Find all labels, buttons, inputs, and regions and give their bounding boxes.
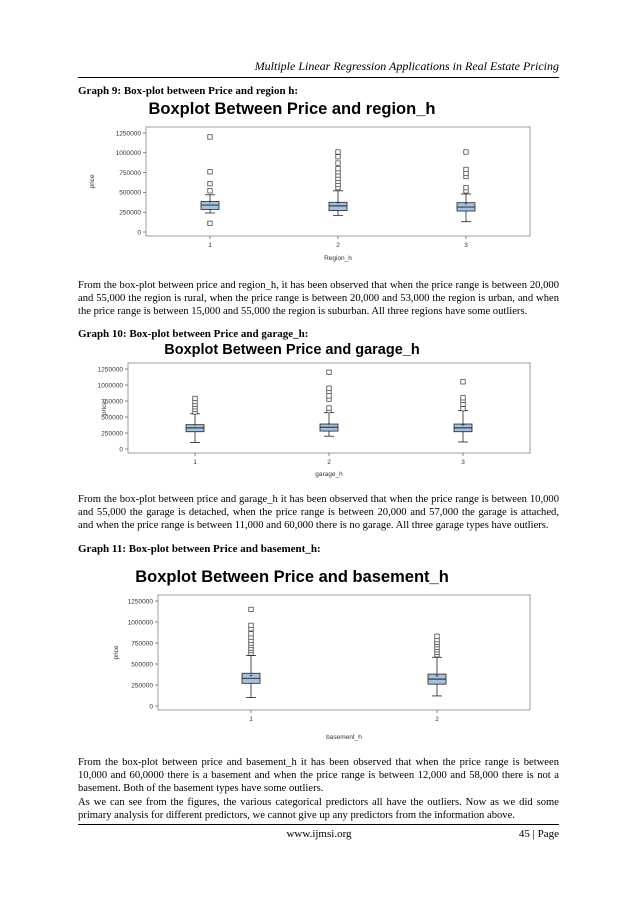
outlier-point [464,185,468,189]
outlier-point [208,170,212,174]
paragraph-garage [78,493,559,533]
graph9-caption: Graph 9: Box-plot between Price and region h: [78,85,299,97]
footer-rule [78,824,559,825]
x-tick-label: 2 [435,716,439,723]
outlier-point [464,150,468,154]
outlier-point [464,167,468,171]
x-tick-label: 1 [249,716,253,723]
outlier-point [327,370,331,374]
footer-page-number: 45 | Page [518,828,559,840]
outlier-point [461,406,465,410]
outlier-point [327,386,331,390]
x-tick-label: 1 [208,242,212,249]
outlier-point [336,155,340,159]
outlier-point [208,189,212,193]
chart-title: Boxplot Between Price and garage_h [164,342,420,358]
outlier-point [249,632,253,636]
y-tick-label: 1000000 [127,619,153,627]
outlier-point [327,406,331,410]
plot-frame [158,595,530,710]
boxplot-basement-svg [78,560,568,745]
paragraph-region-text: From the box-plot between price and region_h, it has been observed that when the price range is between 20,000 and 55,000 the region is rural, when the price range is between 20,000 and 53,000 the region is urban, and when the price range is between 15,000 and 55,000 the region is suburban. All three regions have some outliers. [78,280,559,318]
outlier-point [249,607,253,611]
footer-url: www.ijmsi.org [286,828,352,840]
chart-title: Boxplot Between Price and basement_h [135,568,449,586]
graph11-caption: Graph 11: Box-plot between Price and basement_h: [78,543,321,555]
running-header: Multiple Linear Regression Applications in Real Estate Pricing [254,59,559,73]
y-tick-label: 750000 [101,398,123,406]
paragraph-basement-text: From the box-plot between price and basement_h it has been observed that when the price range is between 10,000 and 60,0000 there is a basement and when the price range is between 12,000 and 58,000 there is not a basement. Both of the basement types have some outliers. [78,757,559,795]
y-tick-label: 0 [119,446,123,454]
y-tick-label: 250000 [119,209,141,217]
x-axis-label: garage_h [315,471,343,478]
x-tick-label: 1 [193,459,197,466]
x-tick-label: 3 [461,459,465,466]
box-mean-marker: + [193,421,197,429]
outlier-point [327,394,331,398]
y-tick-label: 250000 [101,430,123,438]
y-axis-label: price [89,174,96,189]
x-axis-label: Region_h [324,255,352,262]
outlier-point [208,135,212,139]
graph10-caption: Graph 10: Box-plot between Price and garage_h: [78,328,309,340]
box-mean-marker: + [464,201,468,209]
boxplot-region-svg [78,97,568,267]
y-tick-label: 500000 [119,189,141,197]
outlier-point [461,396,465,400]
y-tick-label: 1000000 [97,382,123,390]
y-tick-label: 750000 [119,169,141,177]
outlier-point [336,161,340,165]
outlier-point [208,221,212,225]
box-mean-marker: + [208,199,212,207]
x-axis-label: basement_h [326,734,362,741]
paragraph-conclusion-text: As we can see from the figures, the various categorical predictors all have the outliers. Now as we did some primary analysis for different predictors, we cannot give up any predictors from the information above. [78,796,559,821]
y-tick-label: 500000 [131,661,153,669]
x-tick-label: 2 [336,242,340,249]
outlier-point [193,396,197,400]
y-tick-label: 750000 [131,640,153,648]
box-mean-marker: + [249,672,253,680]
chart-region [78,97,568,267]
box-mean-marker: + [461,421,465,429]
y-tick-label: 0 [137,229,141,237]
x-tick-label: 2 [327,459,331,466]
outlier-point [208,181,212,185]
box-mean-marker: + [435,673,439,681]
y-tick-label: 250000 [131,682,153,690]
outlier-point [336,166,340,170]
box-mean-marker: + [327,421,331,429]
boxplot-garage-svg [78,340,568,480]
chart-title: Boxplot Between Price and region_h [148,100,436,118]
outlier-point [435,634,439,638]
y-tick-label: 1250000 [127,598,153,606]
header-rule [78,77,559,78]
y-tick-label: 500000 [101,414,123,422]
x-tick-label: 3 [464,242,468,249]
chart-garage [78,340,568,480]
outlier-point [249,623,253,627]
y-tick-label: 1000000 [115,150,141,158]
outlier-point [461,380,465,384]
y-tick-label: 1250000 [97,366,123,374]
outlier-point [336,150,340,154]
paragraph-region [78,279,559,319]
paragraph-basement [78,756,559,822]
chart-basement [78,560,568,745]
y-tick-label: 1250000 [115,130,141,138]
box-mean-marker: + [336,199,340,207]
y-axis-label: price [113,645,120,660]
y-axis-label: price [101,400,108,416]
y-tick-label: 0 [149,703,153,711]
paragraph-garage-text: From the box-plot between price and garage_h it has been observed that when the price range is between 10,000 and 55,000 the garage is detached, when the price range is between 20,000 and 57,000 the garage is attached, and when the price range is between 11,000 and 60,000 there is no garage. All three garage types have outliers. [78,494,559,532]
